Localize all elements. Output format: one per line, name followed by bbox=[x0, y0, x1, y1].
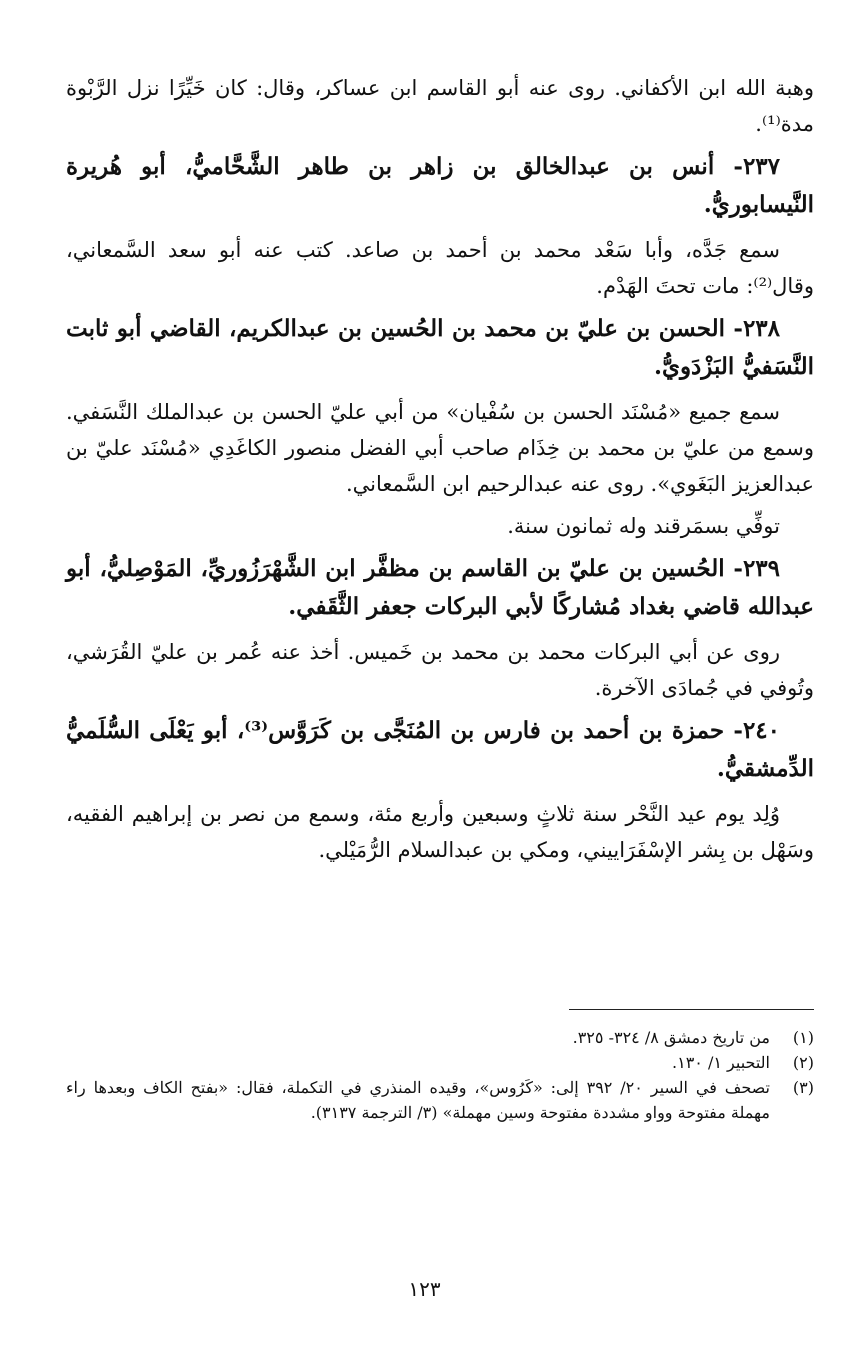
entry-240-text: وُلِد يوم عيد النَّحْر سنة ثلاثٍ وسبعين وأربع مئة، وسمع من نصر بن إبراهيم الفقيه، وسَهْل بن بِشر الإسْفَرَاييني، ومكي بن عبدالسلام الرُّمَيْلي. bbox=[66, 802, 814, 862]
footnote-divider bbox=[569, 1009, 814, 1010]
footnote-text: التحبير ١/ ١٣٠. bbox=[672, 1053, 770, 1072]
main-text bbox=[66, 70, 814, 874]
entry-238-text: سمع جميع «مُسْنَد الحسن بن سُفْيان» من أبي عليّ الحسن بن عبدالملك النَّسَفي. وسمع من عليّ بن محمد بن خِذَام صاحب أبي الفضل منصور الكاغَدِي «مُسْنَد عليّ بن عبدالعزيز البَغَوي». روى عنه عبدالرحيم ابن السَّمعاني. bbox=[66, 400, 814, 496]
entry-238-death: توفِّي بسمَرقند وله ثمانون سنة. bbox=[507, 514, 780, 538]
paragraph-continuation: وهبة الله ابن الأكفاني. روى عنه أبو القاسم ابن عساكر، وقال: كان خَيِّرًا نزل الرَّبْوة مدة⁽¹⁾. bbox=[66, 76, 814, 136]
entry-238-heading: ٢٣٨- الحسن بن عليّ بن محمد بن الحُسين بن عبدالكريم، القاضي أبو ثابت النَّسَفيُّ البَزْدَويُّ. bbox=[66, 315, 814, 380]
entry-239-text: روى عن أبي البركات محمد بن محمد بن خَميس. أخذ عنه عُمر بن عليّ القُرَشي، وتُوفي في جُمادَى الآخرة. bbox=[66, 640, 814, 700]
footnote-number: (٣) bbox=[792, 1078, 814, 1097]
footnote-2 bbox=[66, 1050, 814, 1075]
page-number: ١٢٣ bbox=[408, 1277, 441, 1301]
footnote-number: (٢) bbox=[792, 1053, 814, 1072]
footnote-number: (١) bbox=[792, 1028, 814, 1047]
footnote-text: من تاريخ دمشق ٨/ ٣٢٤- ٣٢٥. bbox=[572, 1028, 770, 1047]
footnote-text: تصحف في السير ٢٠/ ٣٩٢ إلى: «كَرُوس»، وقيده المنذري في التكملة، فقال: «بفتح الكاف وبعدها راء مهملة مفتوحة وواو مشددة مفتوحة وسين مهملة» (٣/ الترجمة ٣١٣٧). bbox=[66, 1078, 770, 1122]
footnote-1 bbox=[66, 1025, 814, 1050]
entry-239-heading: ٢٣٩- الحُسين بن عليّ بن القاسم بن مظفَّر ابن الشَّهْرَزُوريِّ، المَوْصِليُّ، أبو عبدالله قاضي بغداد مُشاركًا لأبي البركات جعفر الثَّقَفي. bbox=[66, 555, 814, 620]
entry-237-heading: ٢٣٧- أنس بن عبدالخالق بن زاهر بن طاهر الشَّحَّاميُّ، أبو هُريرة النَّيسابوريُّ. bbox=[66, 153, 814, 218]
footnotes bbox=[66, 1025, 814, 1125]
footnote-3 bbox=[66, 1075, 814, 1125]
entry-240-heading: ٢٤٠- حمزة بن أحمد بن فارس بن المُنَجَّى بن كَرَوَّس⁽³⁾، أبو يَعْلَى السُّلَميُّ الدِّمشقيُّ. bbox=[66, 717, 814, 782]
entry-237-text: سمع جَدَّه، وأبا سَعْد محمد بن أحمد بن صاعد. كتب عنه أبو سعد السَّمعاني، وقال⁽²⁾: مات تحتَ الهَدْم. bbox=[66, 238, 814, 298]
